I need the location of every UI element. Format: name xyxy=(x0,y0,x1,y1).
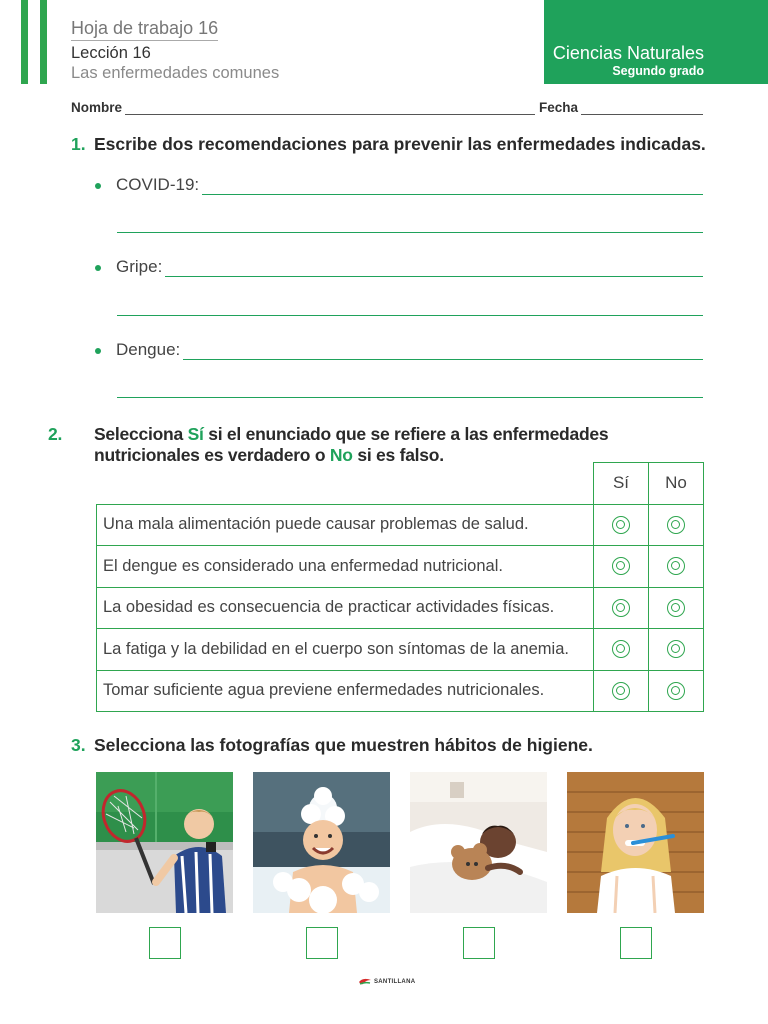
bullet-icon xyxy=(95,265,101,271)
column-header-yes: Sí xyxy=(594,463,649,505)
prompt-part: si es falso. xyxy=(352,445,444,465)
date-field[interactable] xyxy=(581,101,703,115)
lesson-subtitle: Las enfermedades comunes xyxy=(71,64,280,82)
publisher-name: SANTILLANA xyxy=(374,979,416,985)
yes-cell xyxy=(594,546,649,588)
bath-boy-illustration xyxy=(253,772,390,913)
photo-sleeping-child xyxy=(410,772,547,913)
question-3-title xyxy=(71,735,593,756)
question-prompt: Selecciona las fotografías que muestren hábitos de higiene. xyxy=(94,735,593,755)
header-accent-bar xyxy=(21,0,28,84)
disease-label: COVID-19: xyxy=(116,175,200,194)
statement-text: Una mala alimentación puede causar problemas de salud. xyxy=(97,504,594,546)
worksheet-header xyxy=(71,18,279,83)
no-radio[interactable] xyxy=(667,516,685,534)
answer-line[interactable] xyxy=(117,397,703,398)
answer-line[interactable] xyxy=(165,259,703,277)
question-2-title xyxy=(48,424,711,466)
no-cell xyxy=(649,629,704,671)
question-number: 3. xyxy=(71,735,86,755)
question-number: 1. xyxy=(71,134,86,154)
santillana-logo-icon xyxy=(358,977,372,987)
no-radio[interactable] xyxy=(667,682,685,700)
yes-radio[interactable] xyxy=(612,682,630,700)
no-radio[interactable] xyxy=(667,557,685,575)
photo-checkbox-4[interactable] xyxy=(620,927,652,959)
sheet-title: Hoja de trabajo 16 xyxy=(71,18,218,41)
name-date-row xyxy=(71,100,703,115)
yes-radio[interactable] xyxy=(612,516,630,534)
table-row xyxy=(97,587,704,629)
prompt-part: Selecciona xyxy=(94,424,188,444)
table-row xyxy=(97,670,704,712)
no-cell xyxy=(649,546,704,588)
yes-radio[interactable] xyxy=(612,557,630,575)
no-cell xyxy=(649,504,704,546)
photo-bath-boy xyxy=(253,772,390,913)
answer-line[interactable] xyxy=(202,177,703,195)
tennis-boy-illustration xyxy=(96,772,233,913)
answer-line[interactable] xyxy=(117,315,703,316)
yes-cell xyxy=(594,670,649,712)
name-label: Nombre xyxy=(71,100,123,115)
disease-label: Gripe: xyxy=(116,257,163,276)
no-cell xyxy=(649,587,704,629)
yes-cell xyxy=(594,587,649,629)
publisher-logo xyxy=(358,977,415,987)
lesson-number: Lección 16 xyxy=(71,44,151,62)
true-false-table xyxy=(96,462,704,712)
header-accent-bar xyxy=(40,0,47,84)
question-number: 2. xyxy=(48,424,63,444)
disease-label: Dengue: xyxy=(116,340,181,359)
sleeping-child-illustration xyxy=(410,772,547,913)
photo-tennis-boy xyxy=(96,772,233,913)
header-spacer xyxy=(97,463,594,505)
statement-text: El dengue es considerado una enfermedad nutricional. xyxy=(97,546,594,588)
date-label: Fecha xyxy=(539,100,579,115)
yes-word: Sí xyxy=(187,424,204,444)
yes-cell xyxy=(594,504,649,546)
question-1-title xyxy=(71,134,706,155)
answer-line[interactable] xyxy=(117,232,703,233)
bullet-icon xyxy=(95,183,101,189)
prompt-part: si el enunciado que se refiere a las enfermedades nutricionales es verdadero o xyxy=(94,424,609,465)
no-radio[interactable] xyxy=(667,599,685,617)
table-row xyxy=(97,629,704,671)
yes-radio[interactable] xyxy=(612,640,630,658)
answer-item-covid xyxy=(95,175,703,195)
answer-item-gripe xyxy=(95,257,703,277)
column-header-no: No xyxy=(649,463,704,505)
subject-banner xyxy=(544,0,768,84)
table-header-row xyxy=(97,463,704,505)
yes-radio[interactable] xyxy=(612,599,630,617)
photo-brushing-teeth xyxy=(567,772,704,913)
brushing-teeth-illustration xyxy=(567,772,704,913)
yes-cell xyxy=(594,629,649,671)
table-row xyxy=(97,546,704,588)
no-radio[interactable] xyxy=(667,640,685,658)
no-word: No xyxy=(329,445,353,465)
statement-text: La fatiga y la debilidad en el cuerpo son síntomas de la anemia. xyxy=(97,629,594,671)
answer-line[interactable] xyxy=(183,342,703,360)
statement-text: La obesidad es consecuencia de practicar actividades físicas. xyxy=(97,587,594,629)
grade-label: Segundo grado xyxy=(612,64,704,78)
answer-item-dengue xyxy=(95,340,703,360)
table-row xyxy=(97,504,704,546)
bullet-icon xyxy=(95,348,101,354)
photo-checkbox-3[interactable] xyxy=(463,927,495,959)
subject-title: Ciencias Naturales xyxy=(552,43,704,63)
no-cell xyxy=(649,670,704,712)
photo-checkbox-2[interactable] xyxy=(306,927,338,959)
photo-checkbox-1[interactable] xyxy=(149,927,181,959)
name-field[interactable] xyxy=(125,101,535,115)
statement-text: Tomar suficiente agua previene enfermedades nutricionales. xyxy=(97,670,594,712)
question-prompt: Escribe dos recomendaciones para prevenir las enfermedades indicadas. xyxy=(94,134,706,154)
